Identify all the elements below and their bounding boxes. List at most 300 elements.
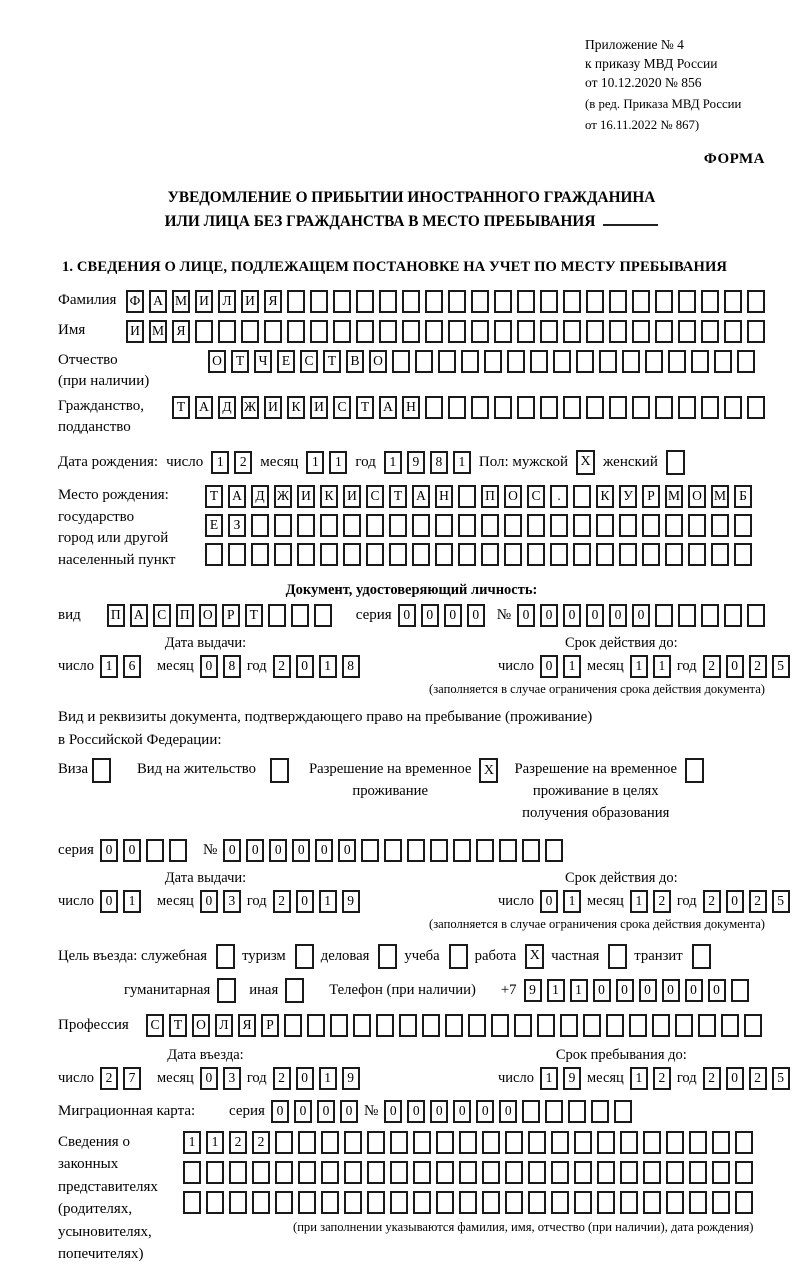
char-box[interactable] — [574, 1161, 592, 1184]
char-box[interactable] — [586, 320, 604, 343]
purpose-official-checkbox[interactable] — [216, 944, 235, 969]
char-box[interactable] — [297, 514, 315, 537]
char-box[interactable]: 2 — [234, 451, 252, 474]
char-box[interactable] — [712, 1131, 730, 1154]
char-box[interactable]: О — [504, 485, 522, 508]
char-box[interactable] — [724, 396, 742, 419]
char-box[interactable]: А — [149, 290, 167, 313]
char-box[interactable] — [321, 1131, 339, 1154]
char-box[interactable] — [517, 290, 535, 313]
char-box[interactable]: 2 — [252, 1131, 270, 1154]
char-box[interactable] — [522, 1100, 540, 1123]
char-box[interactable] — [436, 1191, 454, 1214]
char-box[interactable] — [356, 320, 374, 343]
char-box[interactable] — [376, 1014, 394, 1037]
char-box[interactable]: 0 — [338, 839, 356, 862]
char-box[interactable]: И — [343, 485, 361, 508]
char-box[interactable]: 0 — [246, 839, 264, 862]
char-box[interactable] — [413, 1161, 431, 1184]
char-box[interactable] — [701, 320, 719, 343]
char-box[interactable] — [530, 350, 548, 373]
char-box[interactable] — [415, 350, 433, 373]
char-box[interactable] — [540, 396, 558, 419]
char-box[interactable] — [632, 290, 650, 313]
char-box[interactable]: Т — [356, 396, 374, 419]
char-box[interactable] — [629, 1014, 647, 1037]
char-box[interactable]: 0 — [398, 604, 416, 627]
char-box[interactable]: С — [527, 485, 545, 508]
char-box[interactable] — [655, 320, 673, 343]
char-box[interactable]: Е — [205, 514, 223, 537]
char-box[interactable] — [711, 514, 729, 537]
char-box[interactable]: 0 — [296, 1067, 314, 1090]
char-box[interactable] — [287, 320, 305, 343]
char-box[interactable] — [643, 1191, 661, 1214]
char-box[interactable] — [573, 514, 591, 537]
char-box[interactable] — [553, 350, 571, 373]
char-box[interactable] — [643, 1131, 661, 1154]
char-box[interactable] — [688, 543, 706, 566]
char-box[interactable] — [517, 320, 535, 343]
char-box[interactable]: 0 — [726, 655, 744, 678]
char-box[interactable] — [320, 543, 338, 566]
char-box[interactable] — [586, 290, 604, 313]
char-box[interactable] — [609, 396, 627, 419]
char-box[interactable] — [448, 320, 466, 343]
char-box[interactable] — [632, 396, 650, 419]
char-box[interactable]: 0 — [200, 890, 218, 913]
char-box[interactable] — [747, 604, 765, 627]
char-box[interactable] — [195, 320, 213, 343]
char-box[interactable]: В — [346, 350, 364, 373]
char-box[interactable] — [691, 350, 709, 373]
char-box[interactable] — [430, 839, 448, 862]
purpose-business-checkbox[interactable] — [378, 944, 397, 969]
char-box[interactable] — [274, 543, 292, 566]
char-box[interactable] — [504, 543, 522, 566]
char-box[interactable]: Н — [402, 396, 420, 419]
char-box[interactable]: О — [192, 1014, 210, 1037]
char-box[interactable] — [599, 350, 617, 373]
char-box[interactable] — [379, 290, 397, 313]
char-box[interactable] — [413, 1191, 431, 1214]
char-box[interactable]: Р — [261, 1014, 279, 1037]
char-box[interactable] — [310, 320, 328, 343]
char-box[interactable] — [321, 1161, 339, 1184]
char-box[interactable]: 1 — [100, 655, 118, 678]
char-box[interactable] — [550, 543, 568, 566]
char-box[interactable]: 2 — [273, 1067, 291, 1090]
char-box[interactable] — [321, 1191, 339, 1214]
char-box[interactable]: 0 — [616, 979, 634, 1002]
char-box[interactable] — [586, 396, 604, 419]
char-box[interactable] — [494, 290, 512, 313]
char-box[interactable] — [527, 514, 545, 537]
char-box[interactable]: 0 — [639, 979, 657, 1002]
char-box[interactable] — [379, 320, 397, 343]
char-box[interactable] — [528, 1191, 546, 1214]
purpose-other-checkbox[interactable] — [285, 978, 304, 1003]
char-box[interactable]: О — [688, 485, 706, 508]
char-box[interactable]: 0 — [294, 1100, 312, 1123]
char-box[interactable]: 1 — [547, 979, 565, 1002]
purpose-transit-checkbox[interactable] — [692, 944, 711, 969]
char-box[interactable]: 1 — [630, 655, 648, 678]
char-box[interactable]: 0 — [296, 655, 314, 678]
char-box[interactable] — [563, 290, 581, 313]
char-box[interactable] — [445, 1014, 463, 1037]
char-box[interactable]: 2 — [703, 655, 721, 678]
char-box[interactable]: 0 — [540, 890, 558, 913]
char-box[interactable] — [298, 1161, 316, 1184]
char-box[interactable]: 0 — [292, 839, 310, 862]
char-box[interactable]: К — [287, 396, 305, 419]
char-box[interactable]: 9 — [342, 890, 360, 913]
char-box[interactable] — [353, 1014, 371, 1037]
char-box[interactable] — [619, 543, 637, 566]
char-box[interactable] — [392, 350, 410, 373]
char-box[interactable] — [652, 1014, 670, 1037]
purpose-humanitarian-checkbox[interactable] — [217, 978, 236, 1003]
char-box[interactable]: 9 — [524, 979, 542, 1002]
char-box[interactable]: Б — [734, 485, 752, 508]
char-box[interactable]: 1 — [329, 451, 347, 474]
char-box[interactable]: С — [366, 485, 384, 508]
char-box[interactable] — [540, 320, 558, 343]
char-box[interactable] — [678, 290, 696, 313]
sex-male-checkbox[interactable]: X — [576, 450, 595, 475]
char-box[interactable]: А — [130, 604, 148, 627]
char-box[interactable] — [435, 543, 453, 566]
char-box[interactable]: 8 — [223, 655, 241, 678]
char-box[interactable] — [412, 514, 430, 537]
char-box[interactable] — [146, 839, 164, 862]
char-box[interactable]: 5 — [772, 655, 790, 678]
char-box[interactable] — [251, 514, 269, 537]
char-box[interactable]: Р — [222, 604, 240, 627]
char-box[interactable] — [735, 1191, 753, 1214]
char-box[interactable]: 2 — [273, 890, 291, 913]
char-box[interactable]: Д — [218, 396, 236, 419]
char-box[interactable] — [284, 1014, 302, 1037]
char-box[interactable] — [505, 1191, 523, 1214]
char-box[interactable] — [366, 514, 384, 537]
char-box[interactable]: 1 — [630, 1067, 648, 1090]
char-box[interactable] — [560, 1014, 578, 1037]
char-box[interactable] — [678, 320, 696, 343]
char-box[interactable]: 2 — [100, 1067, 118, 1090]
char-box[interactable] — [356, 290, 374, 313]
char-box[interactable]: 0 — [499, 1100, 517, 1123]
char-box[interactable] — [438, 350, 456, 373]
char-box[interactable]: О — [369, 350, 387, 373]
char-box[interactable]: А — [412, 485, 430, 508]
char-box[interactable]: 5 — [772, 1067, 790, 1090]
char-box[interactable]: 0 — [340, 1100, 358, 1123]
char-box[interactable]: 0 — [421, 604, 439, 627]
char-box[interactable] — [389, 543, 407, 566]
char-box[interactable] — [169, 839, 187, 862]
char-box[interactable] — [724, 604, 742, 627]
char-box[interactable]: С — [333, 396, 351, 419]
char-box[interactable] — [218, 320, 236, 343]
char-box[interactable] — [482, 1191, 500, 1214]
char-box[interactable]: 0 — [563, 604, 581, 627]
char-box[interactable]: 0 — [540, 655, 558, 678]
char-box[interactable] — [643, 1161, 661, 1184]
char-box[interactable] — [622, 350, 640, 373]
char-box[interactable]: 1 — [319, 655, 337, 678]
char-box[interactable]: 9 — [563, 1067, 581, 1090]
char-box[interactable] — [344, 1191, 362, 1214]
char-box[interactable]: 0 — [593, 979, 611, 1002]
char-box[interactable] — [688, 514, 706, 537]
char-box[interactable] — [689, 1191, 707, 1214]
char-box[interactable] — [499, 839, 517, 862]
char-box[interactable]: 8 — [342, 655, 360, 678]
char-box[interactable] — [229, 1161, 247, 1184]
purpose-work-checkbox[interactable]: X — [525, 944, 544, 969]
char-box[interactable] — [413, 1131, 431, 1154]
char-box[interactable] — [597, 1191, 615, 1214]
char-box[interactable] — [461, 350, 479, 373]
char-box[interactable] — [412, 543, 430, 566]
char-box[interactable] — [307, 1014, 325, 1037]
char-box[interactable] — [298, 1191, 316, 1214]
char-box[interactable] — [724, 290, 742, 313]
char-box[interactable] — [551, 1191, 569, 1214]
temp-residence-education-checkbox[interactable] — [685, 758, 704, 783]
char-box[interactable] — [471, 290, 489, 313]
char-box[interactable]: 1 — [563, 655, 581, 678]
char-box[interactable]: 0 — [540, 604, 558, 627]
char-box[interactable] — [514, 1014, 532, 1037]
char-box[interactable]: 0 — [609, 604, 627, 627]
char-box[interactable] — [597, 1131, 615, 1154]
char-box[interactable]: М — [172, 290, 190, 313]
char-box[interactable] — [471, 320, 489, 343]
char-box[interactable] — [343, 514, 361, 537]
char-box[interactable] — [425, 396, 443, 419]
char-box[interactable] — [701, 604, 719, 627]
char-box[interactable]: Т — [172, 396, 190, 419]
char-box[interactable]: Р — [642, 485, 660, 508]
char-box[interactable] — [609, 320, 627, 343]
char-box[interactable] — [642, 514, 660, 537]
char-box[interactable] — [606, 1014, 624, 1037]
char-box[interactable]: 5 — [772, 890, 790, 913]
char-box[interactable]: Т — [323, 350, 341, 373]
char-box[interactable] — [297, 543, 315, 566]
char-box[interactable]: 0 — [315, 839, 333, 862]
char-box[interactable] — [689, 1131, 707, 1154]
char-box[interactable] — [596, 514, 614, 537]
char-box[interactable]: 0 — [662, 979, 680, 1002]
char-box[interactable] — [468, 1014, 486, 1037]
char-box[interactable] — [701, 290, 719, 313]
char-box[interactable] — [678, 604, 696, 627]
char-box[interactable]: И — [264, 396, 282, 419]
char-box[interactable]: 7 — [123, 1067, 141, 1090]
char-box[interactable]: П — [176, 604, 194, 627]
char-box[interactable]: Ж — [274, 485, 292, 508]
char-box[interactable]: М — [665, 485, 683, 508]
char-box[interactable] — [563, 396, 581, 419]
char-box[interactable] — [698, 1014, 716, 1037]
char-box[interactable] — [505, 1131, 523, 1154]
purpose-tourism-checkbox[interactable] — [295, 944, 314, 969]
char-box[interactable] — [734, 543, 752, 566]
purpose-study-checkbox[interactable] — [449, 944, 468, 969]
char-box[interactable] — [655, 290, 673, 313]
char-box[interactable]: 2 — [273, 655, 291, 678]
char-box[interactable] — [422, 1014, 440, 1037]
sex-female-checkbox[interactable] — [666, 450, 685, 475]
char-box[interactable] — [425, 320, 443, 343]
char-box[interactable] — [597, 1161, 615, 1184]
char-box[interactable] — [568, 1100, 586, 1123]
char-box[interactable] — [402, 290, 420, 313]
char-box[interactable] — [735, 1161, 753, 1184]
char-box[interactable] — [275, 1191, 293, 1214]
char-box[interactable]: 0 — [384, 1100, 402, 1123]
char-box[interactable]: А — [228, 485, 246, 508]
char-box[interactable] — [407, 839, 425, 862]
char-box[interactable] — [675, 1014, 693, 1037]
char-box[interactable]: 1 — [570, 979, 588, 1002]
char-box[interactable]: 9 — [342, 1067, 360, 1090]
purpose-private-checkbox[interactable] — [608, 944, 627, 969]
char-box[interactable] — [241, 320, 259, 343]
char-box[interactable]: 0 — [100, 839, 118, 862]
char-box[interactable] — [522, 839, 540, 862]
char-box[interactable] — [596, 543, 614, 566]
char-box[interactable]: 1 — [319, 890, 337, 913]
char-box[interactable]: Ф — [126, 290, 144, 313]
char-box[interactable]: 0 — [476, 1100, 494, 1123]
char-box[interactable]: 0 — [453, 1100, 471, 1123]
char-box[interactable] — [563, 320, 581, 343]
char-box[interactable] — [252, 1191, 270, 1214]
char-box[interactable] — [459, 1161, 477, 1184]
char-box[interactable] — [655, 604, 673, 627]
char-box[interactable] — [333, 290, 351, 313]
char-box[interactable]: 1 — [123, 890, 141, 913]
char-box[interactable] — [425, 290, 443, 313]
char-box[interactable]: 2 — [703, 890, 721, 913]
char-box[interactable] — [206, 1161, 224, 1184]
char-box[interactable]: И — [297, 485, 315, 508]
char-box[interactable] — [620, 1161, 638, 1184]
char-box[interactable]: 0 — [467, 604, 485, 627]
char-box[interactable]: О — [208, 350, 226, 373]
char-box[interactable] — [537, 1014, 555, 1037]
char-box[interactable] — [482, 1161, 500, 1184]
char-box[interactable]: 1 — [384, 451, 402, 474]
char-box[interactable] — [714, 350, 732, 373]
char-box[interactable] — [471, 396, 489, 419]
char-box[interactable] — [540, 290, 558, 313]
char-box[interactable] — [344, 1161, 362, 1184]
char-box[interactable] — [574, 1131, 592, 1154]
char-box[interactable]: 0 — [726, 890, 744, 913]
char-box[interactable] — [711, 543, 729, 566]
char-box[interactable]: Я — [264, 290, 282, 313]
char-box[interactable]: Ч — [254, 350, 272, 373]
char-box[interactable] — [574, 1191, 592, 1214]
char-box[interactable] — [747, 290, 765, 313]
char-box[interactable] — [384, 839, 402, 862]
char-box[interactable] — [701, 396, 719, 419]
char-box[interactable] — [458, 543, 476, 566]
char-box[interactable] — [484, 350, 502, 373]
char-box[interactable] — [620, 1191, 638, 1214]
char-box[interactable]: 0 — [726, 1067, 744, 1090]
char-box[interactable] — [183, 1191, 201, 1214]
char-box[interactable] — [528, 1131, 546, 1154]
char-box[interactable]: А — [195, 396, 213, 419]
char-box[interactable] — [287, 290, 305, 313]
char-box[interactable]: 1 — [653, 655, 671, 678]
char-box[interactable]: 0 — [430, 1100, 448, 1123]
char-box[interactable]: 1 — [319, 1067, 337, 1090]
char-box[interactable]: 2 — [653, 1067, 671, 1090]
char-box[interactable] — [737, 350, 755, 373]
char-box[interactable] — [476, 839, 494, 862]
char-box[interactable] — [274, 514, 292, 537]
char-box[interactable] — [229, 1191, 247, 1214]
char-box[interactable] — [545, 839, 563, 862]
char-box[interactable] — [668, 350, 686, 373]
char-box[interactable] — [367, 1191, 385, 1214]
char-box[interactable]: 2 — [749, 1067, 767, 1090]
char-box[interactable]: 2 — [653, 890, 671, 913]
char-box[interactable]: Т — [389, 485, 407, 508]
char-box[interactable]: З — [228, 514, 246, 537]
char-box[interactable] — [620, 1131, 638, 1154]
char-box[interactable] — [436, 1131, 454, 1154]
char-box[interactable] — [632, 320, 650, 343]
char-box[interactable]: 0 — [317, 1100, 335, 1123]
char-box[interactable]: П — [481, 485, 499, 508]
char-box[interactable] — [435, 514, 453, 537]
char-box[interactable]: И — [241, 290, 259, 313]
char-box[interactable]: 0 — [586, 604, 604, 627]
char-box[interactable]: 0 — [444, 604, 462, 627]
char-box[interactable]: 9 — [407, 451, 425, 474]
char-box[interactable] — [507, 350, 525, 373]
char-box[interactable]: П — [107, 604, 125, 627]
char-box[interactable] — [494, 320, 512, 343]
char-box[interactable] — [298, 1131, 316, 1154]
char-box[interactable] — [264, 320, 282, 343]
char-box[interactable] — [344, 1131, 362, 1154]
char-box[interactable]: И — [310, 396, 328, 419]
char-box[interactable]: 1 — [306, 451, 324, 474]
char-box[interactable] — [399, 1014, 417, 1037]
char-box[interactable]: Ж — [241, 396, 259, 419]
char-box[interactable] — [367, 1161, 385, 1184]
char-box[interactable]: 0 — [123, 839, 141, 862]
char-box[interactable]: М — [149, 320, 167, 343]
char-box[interactable] — [275, 1131, 293, 1154]
char-box[interactable]: 0 — [296, 890, 314, 913]
char-box[interactable]: 0 — [632, 604, 650, 627]
char-box[interactable] — [320, 514, 338, 537]
char-box[interactable] — [731, 979, 749, 1002]
char-box[interactable]: 1 — [206, 1131, 224, 1154]
char-box[interactable]: Т — [169, 1014, 187, 1037]
